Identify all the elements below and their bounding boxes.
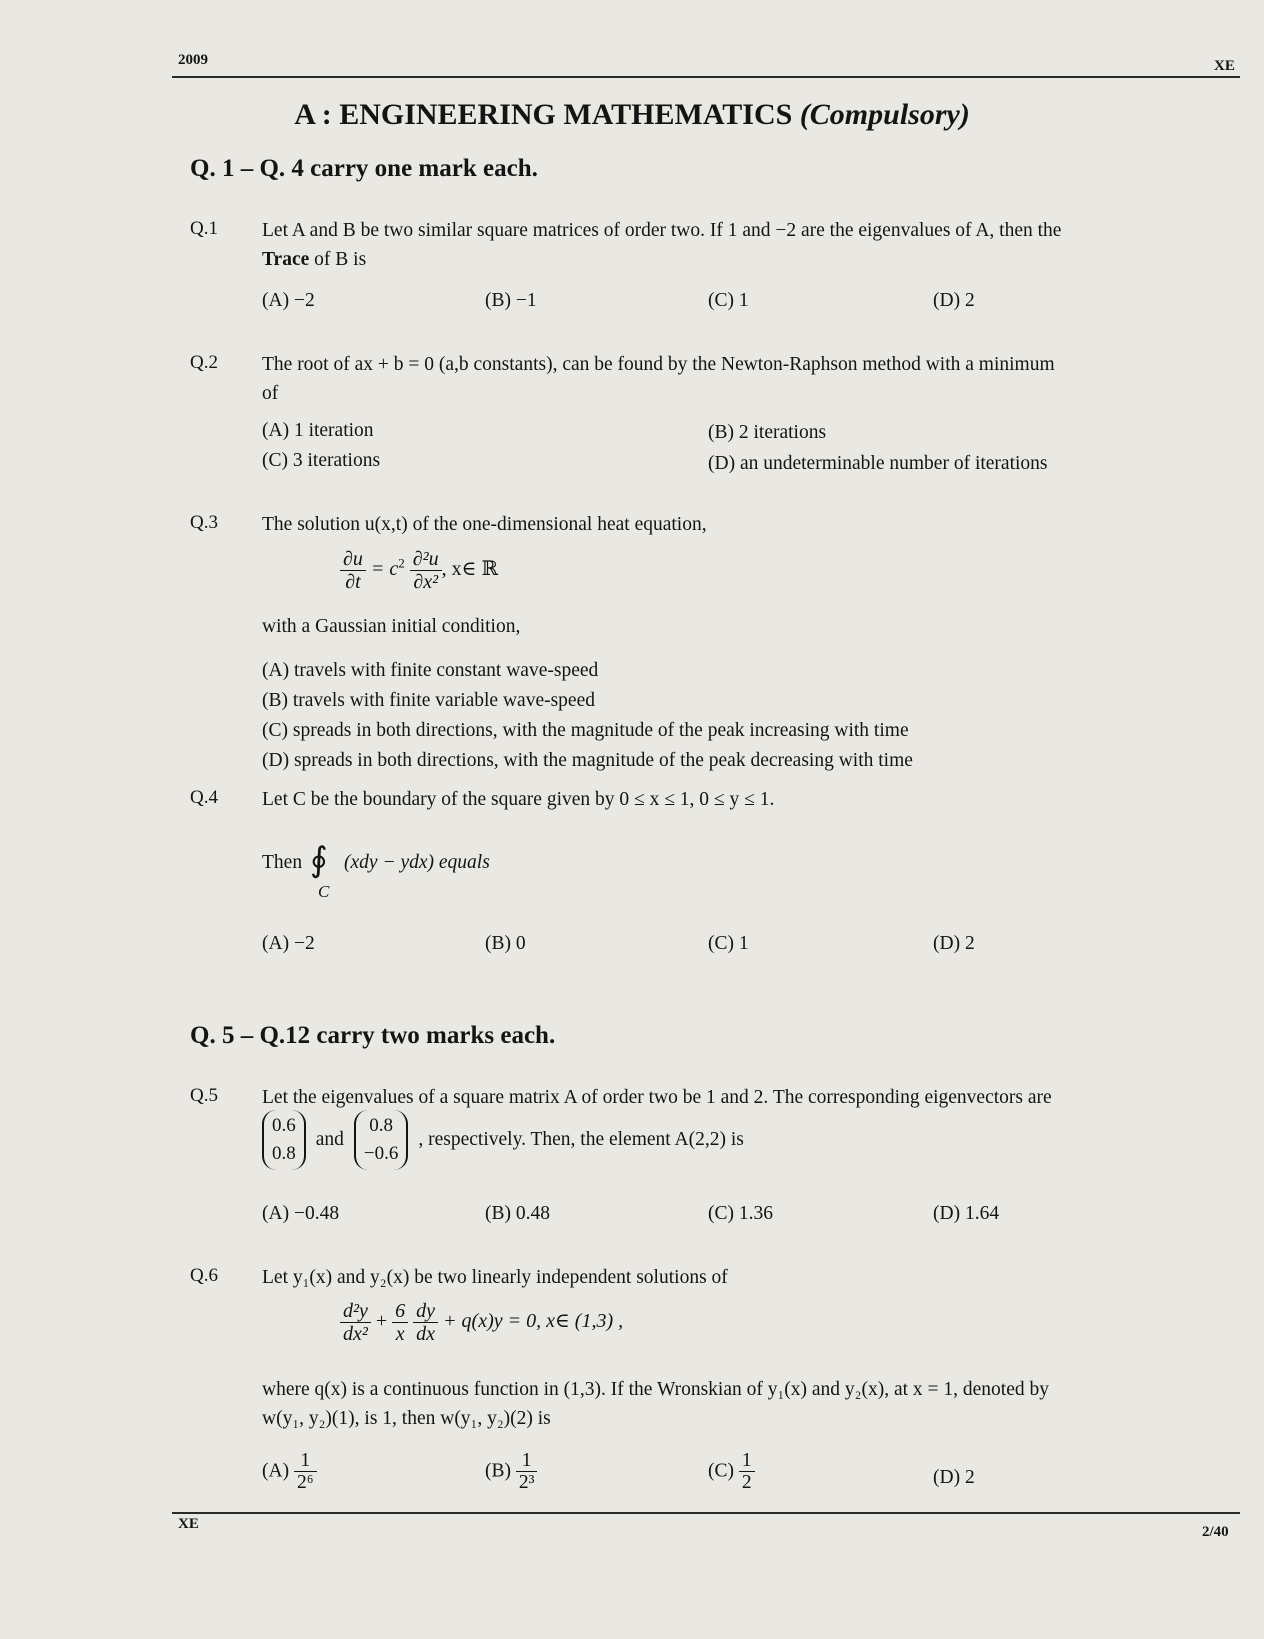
q6-differential-equation: $\frac{\text{d²y}}{\text{dx²}}$ + $\frac{6}{x}$ $\frac{dy}{dx}$ + q(x)y = 0, x∈ (1,3) , (340, 1300, 623, 1345)
q5-option-b: (B) 0.48 (485, 1203, 550, 1224)
q3-text: The solution u(x,t) of the one-dimensional heat equation, (262, 514, 707, 535)
footer-rule (172, 1512, 1240, 1514)
eigenvector-2: 0.8 −0.6 (354, 1110, 408, 1170)
q2-number: Q.2 (190, 352, 218, 373)
q4-option-c: (C) 1 (708, 933, 749, 954)
q3-option-a: (A) travels with finite constant wave-speed (262, 660, 599, 681)
q4-integral-subscript: C (318, 882, 330, 901)
q2-option-b: (B) 2 iterations (708, 422, 827, 443)
q6-option-a: (A) $\frac{1}{\text{2⁶}}$ (262, 1450, 317, 1494)
q1-option-b: (B) −1 (485, 290, 537, 311)
q2-option-a: (A) 1 iteration (262, 420, 374, 441)
q5-option-d: (D) 1.64 (933, 1203, 1000, 1224)
q5-number: Q.5 (190, 1085, 218, 1106)
q4-integrand: (xdy − ydx) equals (344, 852, 490, 873)
q2-option-c: (C) 3 iterations (262, 450, 381, 471)
q1-option-d: (D) 2 (933, 290, 975, 311)
q4-option-d: (D) 2 (933, 933, 975, 954)
q4-option-a: (A) −2 (262, 933, 315, 954)
q6-text: Let y₁(x) and y₂(x) be two linearly independent solutions of (262, 1267, 728, 1288)
q1-text: Let A and B be two similar square matrices of order two. If 1 and −2 are the eigenvalues of A, then the Trace of B is (262, 220, 1062, 270)
section-heading-two-marks: Q. 5 – Q.12 carry two marks each. (190, 1022, 556, 1049)
q1-option-c: (C) 1 (708, 290, 749, 311)
q4-option-b: (B) 0 (485, 933, 526, 954)
q3-condition-text: with a Gaussian initial condition, (262, 616, 521, 637)
q3-option-c: (C) spreads in both directions, with the magnitude of the peak increasing with time (262, 720, 909, 741)
q3-heat-equation: $\frac{\partial u}{\partial t}$ = $c^2$ $\frac{\text{∂²u}}{\text{∂x²}}$ , x∈ ℝ (340, 548, 498, 593)
q1-number: Q.1 (190, 218, 218, 239)
q5-eigenvectors: 0.6 0.8 and 0.8 −0.6 , respectively. Then, the element A(2,2) is (262, 1110, 744, 1170)
q3-option-b: (B) travels with finite variable wave-speed (262, 690, 595, 711)
q4-then-label: Then (262, 852, 303, 873)
contour-integral-icon: ∮ (310, 842, 328, 879)
q6-option-b: (B) $\frac{1}{\text{2³}}$ (485, 1450, 537, 1494)
section-heading-one-mark: Q. 1 – Q. 4 carry one mark each. (190, 155, 538, 182)
header-paper-code: XE (1214, 58, 1235, 74)
q5-option-a: (A) −0.48 (262, 1203, 340, 1224)
header-rule (172, 76, 1240, 78)
q6-number: Q.6 (190, 1265, 218, 1286)
page-title: A : ENGINEERING MATHEMATICS (Compulsory) (294, 98, 970, 131)
eigenvector-1: 0.6 0.8 (262, 1110, 306, 1170)
q3-option-d: (D) spreads in both directions, with the magnitude of the peak decreasing with time (262, 750, 913, 771)
q2-text: The root of ax + b = 0 (a,b constants), can be found by the Newton-Raphson method with a minimum of (262, 354, 1055, 404)
q5-text: Let the eigenvalues of a square matrix A of order two be 1 and 2. The corresponding eigenvectors are (262, 1087, 1052, 1108)
q6-wronskian-text: where q(x) is a continuous function in (1,3). If the Wronskian of y₁(x) and y₂(x), at x = 1, denoted by w(y₁, y₂)(1), is 1, then w(y₁, y₂)(2) is (262, 1379, 1050, 1429)
footer-paper-code: XE (178, 1516, 199, 1532)
q6-option-c: (C) $\frac{1}{2}$ (708, 1450, 755, 1494)
q6-option-d: (D) 2 (933, 1467, 975, 1488)
footer-page-number: 2/40 (1202, 1524, 1229, 1540)
q5-option-c: (C) 1.36 (708, 1203, 773, 1224)
q4-text: Let C be the boundary of the square given by 0 ≤ x ≤ 1, 0 ≤ y ≤ 1. (262, 789, 775, 810)
q4-number: Q.4 (190, 787, 218, 808)
header-year: 2009 (178, 52, 208, 68)
q2-option-d: (D) an undeterminable number of iterations (708, 453, 1048, 474)
q3-number: Q.3 (190, 512, 218, 533)
q1-option-a: (A) −2 (262, 290, 315, 311)
